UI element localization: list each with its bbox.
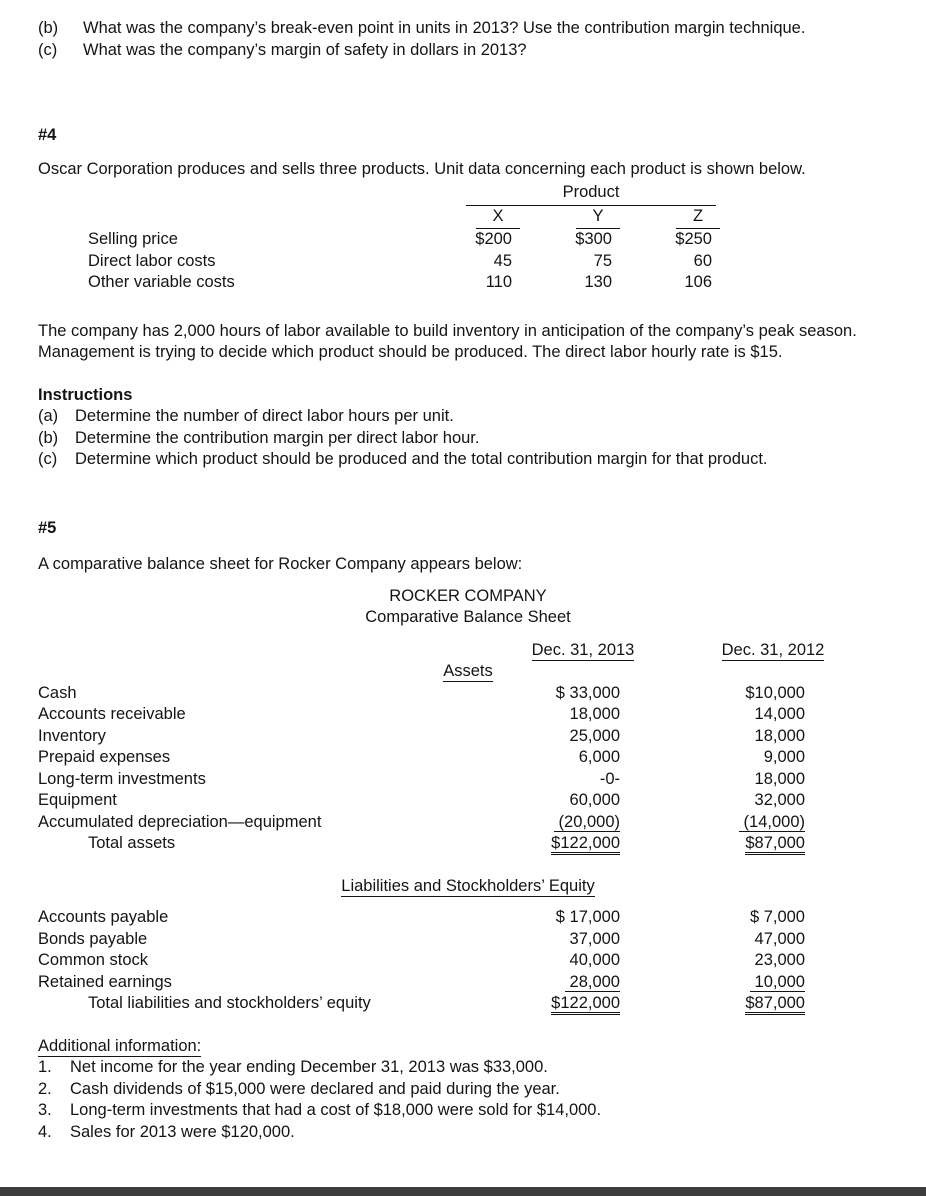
balance-sheet-row [38,812,898,834]
amount-2013: $122,000 [478,833,688,855]
balance-sheet-row [38,790,898,812]
instruction-item [38,428,888,450]
table-row [88,229,888,251]
balance-sheet-row [38,929,898,951]
value-y: $300 [575,230,612,248]
row-label: Other variable costs [88,273,235,291]
account-label: Equipment [38,791,117,809]
value-y: 130 [584,273,612,291]
item-text: Long-term investments that had a cost of $18,000 were sold for $14,000. [70,1101,602,1119]
account-label: Long-term investments [38,769,206,788]
balance-sheet-row [38,907,898,929]
amount-2012: $87,000 [688,993,858,1015]
amount-2013: 6,000 [578,748,620,766]
column-header-z: Z [676,206,720,230]
balance-sheet-row [38,726,898,748]
problem5-heading: #5 [38,518,57,537]
amount-2013: 37,000 [569,929,620,948]
account-label: Total liabilities and stockholders’ equity [88,994,371,1012]
instruction-label: (a) [38,407,59,425]
account-label: Common stock [38,951,149,969]
instruction-text: Determine the number of direct labor hours per unit. [75,407,454,425]
instruction-label: (b) [38,428,59,447]
column-header-y: Y [576,206,620,230]
empty-cell [38,640,478,662]
item-number: 2. [38,1079,52,1098]
assets-section-header: Assets [443,662,493,680]
account-label: Prepaid expenses [38,748,171,766]
additional-info-item [38,1057,888,1079]
instruction-text: Determine which product should be produced and the total contribution margin for that product. [75,450,768,468]
additional-info-title: Additional information: [38,1036,202,1055]
balance-sheet-row [38,747,898,769]
balance-sheet-row [38,769,898,791]
account-label: Accumulated depreciation—equipment [38,812,322,831]
instruction-label: (c) [38,450,58,468]
amount-2013: -0- [599,769,620,788]
amount-2013: 28,000 [564,972,620,991]
problem5-intro: A comparative balance sheet for Rocker Company appears below: [38,555,523,573]
balance-sheet-column-headers [38,640,898,662]
amount-2013: $ 33,000 [555,683,620,702]
liabilities-rows [38,907,898,1015]
item-text: Net income for the year ending December 31, 2013 was $33,000. [70,1058,548,1076]
empty-cell [88,182,460,206]
company-name: ROCKER COMPANY [389,586,547,605]
balance-sheet-total-row [38,833,898,855]
column-header-cell [460,206,560,230]
question-text: What was the company’s margin of safety in dollars in 2013? [83,40,527,59]
item-text: Cash dividends of $15,000 were declared and paid during the year. [70,1079,560,1098]
column-header-cell [660,206,760,230]
amount-2013: (20,000) [553,812,620,831]
account-label: Inventory [38,726,106,745]
problem4-intro: Oscar Corporation produces and sells three products. Unit data concerning each product is shown below. [38,159,806,178]
additional-info-item [38,1079,888,1101]
amount-2012: $10,000 [745,683,805,702]
amount-2012: 23,000 [754,951,805,969]
value-x: $200 [475,230,512,248]
product-table [88,182,888,294]
additional-info-item [38,1100,888,1122]
amount-2013: 40,000 [569,951,620,969]
amount-2013: 60,000 [569,791,620,809]
amount-2012: 9,000 [763,748,805,766]
balance-sheet-row [38,704,898,726]
table-row [88,272,888,294]
account-label: Cash [38,683,77,702]
value-z: $250 [675,230,712,248]
column-header-cell [560,206,660,230]
column-header-2013: Dec. 31, 2013 [531,640,635,659]
instruction-item [38,406,888,428]
item-text: Sales for 2013 were $120,000. [70,1122,295,1141]
value-y: 75 [593,251,612,270]
amount-2012: 14,000 [754,705,805,723]
amount-2013: $122,000 [478,993,688,1015]
balance-sheet-total-row [38,993,898,1015]
balance-sheet-row [38,950,898,972]
statement-title: Comparative Balance Sheet [365,608,571,626]
amount-2012: (14,000) [738,812,805,831]
item-number: 3. [38,1101,52,1119]
question-item-b [38,18,888,40]
window-edge-bar [0,1187,926,1196]
additional-info-item [38,1122,888,1144]
column-header-2012: Dec. 31, 2012 [721,640,825,659]
value-x: 45 [493,251,512,270]
account-label: Bonds payable [38,929,148,948]
balance-sheet-row [38,972,898,994]
empty-cell [88,206,460,230]
account-label: Accounts receivable [38,705,186,723]
amount-2013: $ 17,000 [555,908,620,926]
product-group-cell [460,182,760,206]
table-row [88,251,888,273]
item-number: 1. [38,1058,52,1076]
amount-2013: 25,000 [569,726,620,745]
problem4-heading: #4 [38,126,57,144]
account-label: Total assets [88,834,176,852]
instructions-title: Instructions [38,385,133,404]
item-number: 4. [38,1122,52,1141]
problem4-paragraph: The company has 2,000 hours of labor available to build inventory in anticipation of the company’s peak season. Management is trying to decide which product should be produced. The direct labor hourly rate is $15. [38,321,857,361]
amount-2012: 47,000 [754,929,805,948]
balance-sheet-row [38,683,898,705]
product-table-header-row [88,206,888,230]
question-label: (b) [38,19,59,37]
question-label: (c) [38,40,58,59]
row-label: Direct labor costs [88,251,216,270]
amount-2012: 18,000 [754,769,805,788]
product-table-group-row [88,182,888,206]
instruction-text: Determine the contribution margin per direct labor hour. [75,428,480,447]
balance-sheet [38,640,898,1015]
amount-2012: 32,000 [754,791,805,809]
liabilities-section-header: Liabilities and Stockholders’ Equity [341,876,595,895]
question-item-c [38,40,888,62]
amount-2012: $ 7,000 [749,908,805,926]
product-group-header: Product [466,182,716,206]
amount-2012: 18,000 [754,726,805,745]
account-label: Retained earnings [38,972,172,991]
question-text: What was the company’s break-even point in units in 2013? Use the contribution margin technique. [83,19,806,37]
value-x: 110 [485,273,512,291]
row-label: Selling price [88,230,178,248]
amount-2012: $87,000 [688,833,858,855]
value-z: 106 [684,273,712,291]
instruction-item [38,449,888,471]
column-header-x: X [476,206,520,230]
value-z: 60 [693,251,712,270]
amount-2012: 10,000 [749,972,805,991]
account-label: Accounts payable [38,908,169,926]
amount-2013: 18,000 [569,705,620,723]
